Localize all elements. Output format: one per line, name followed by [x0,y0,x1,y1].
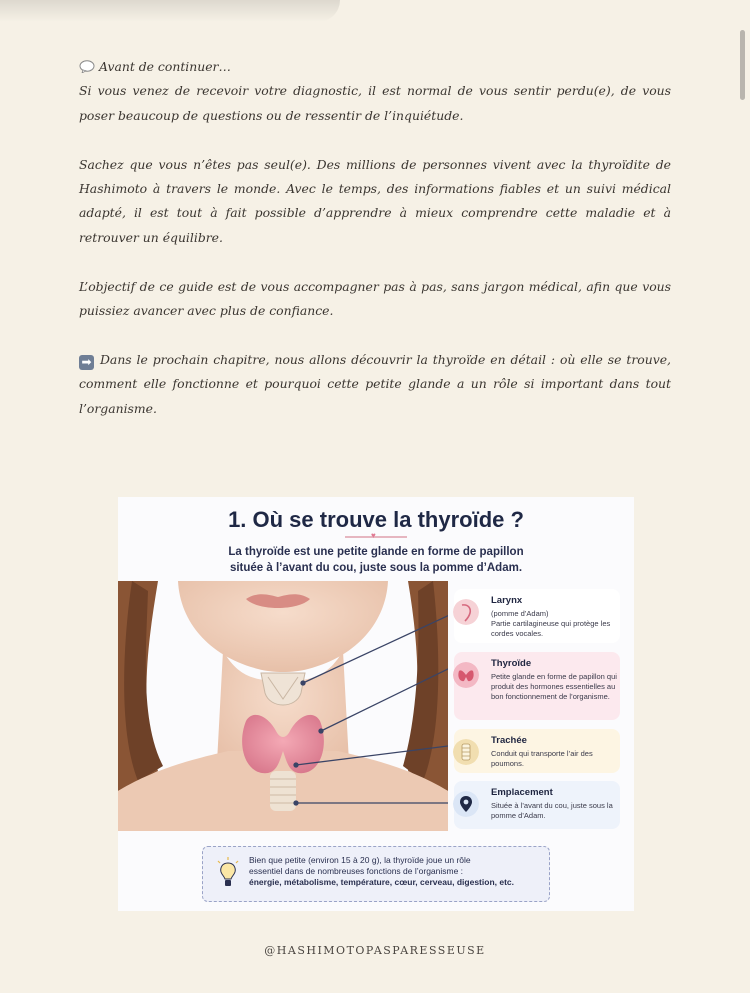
paragraph-4: ➡ Dans le prochain chapitre, nous allons découvrir la thyroïde en détail : où elle se trouve, comment elle fonctionne et pourquoi cette petite glande a un rôle si important dans tout l’organisme. [79,351,671,416]
card-thyroide: Thyroïde Petite glande en forme de papillon qui produit des hormones essentielles au bon fonctionnement de l’organisme. [454,652,620,720]
trachea-icon [453,739,479,765]
article-text [79,55,671,445]
top-shadow [0,0,340,22]
paragraph-3: L’objectif de ce guide est de vous accompagner pas à pas, sans jargon médical, afin que vous puissiez avancer avec plus de confiance. [79,278,671,319]
speech-bubble-icon [79,60,95,73]
neck-illustration [118,581,448,831]
card-trachee: Trachée Conduit qui transporte l’air des poumons. [454,729,620,773]
paragraph-2: Sachez que vous n’êtes pas seul(e). Des millions de personnes vivent avec la thyroïdite de Hashimoto à travers le monde. Avec le temps, des informations fiables et un suivi médical adapté, il est tout à fait possible d’apprendre à mieux comprendre cette maladie et à retrouver un équilibre. [79,156,671,245]
author-handle: @HASHIMOTOPASPARESSEUSE [264,944,486,957]
infographic-title: 1. Où se trouve la thyroïde ? [228,507,524,532]
card-larynx: Larynx (pomme d’Adam) Partie cartilagineuse qui protège les cordes vocales. [454,589,620,643]
title-divider [345,536,407,538]
location-pin-icon [453,791,479,817]
thyroid-infographic [118,497,634,911]
right-arrow-icon: ➡ [79,355,94,370]
thyroid-icon [453,662,479,688]
heart-icon: ♥ [371,531,376,540]
info-note-box: Bien que petite (environ 15 à 20 g), la thyroïde joue un rôle essentiel dans de nombreuses fonctions de l’organisme : énergie, métabolisme, température, cœur, cerveau, digestion, etc. [202,846,550,902]
lightbulb-icon [215,857,241,891]
paragraph-1: Si vous venez de recevoir votre diagnostic, il est normal de vous sentir perdu(e), de vous poser beaucoup de questions ou de ressentir de l’inquiétude. [79,83,671,123]
card-emplacement: Emplacement Située à l’avant du cou, juste sous la pomme d’Adam. [454,781,620,829]
larynx-icon [453,599,479,625]
scrollbar[interactable] [740,30,745,100]
section-heading: Avant de continuer… [79,55,671,79]
infographic-subtitle: La thyroïde est une petite glande en forme de papillon située à l’avant du cou, juste sous la pomme d’Adam. [228,546,524,574]
